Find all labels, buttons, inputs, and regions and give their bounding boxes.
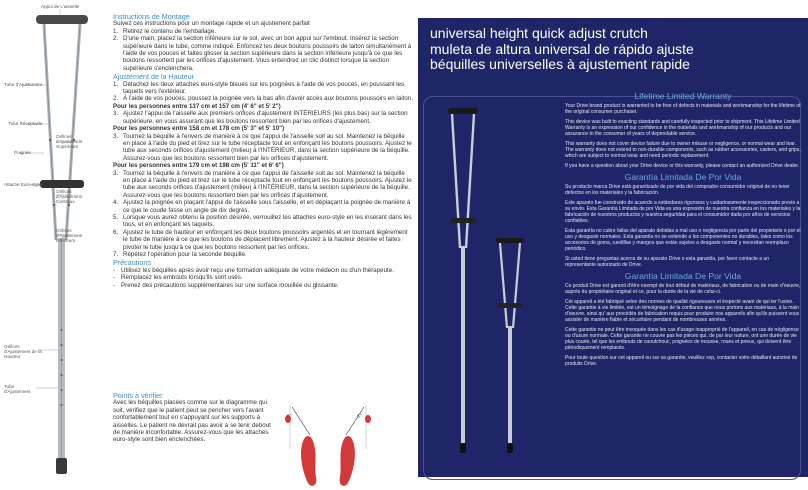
crutch-diagram (0, 0, 112, 490)
callout-armpit-pad: Appui de L'aisselle (41, 4, 80, 9)
warranty-fr-heading: Garantia Limitada De Por Vida (624, 270, 742, 281)
callout-lower-holes: Orifices d'Ajustement Inférieurs (56, 228, 83, 243)
title-fr: béquilles universelles à ajustement rapide (430, 56, 690, 72)
check-heading: Points à vérifier (113, 391, 163, 400)
assembly-intro: Suivez ces instructions pour un montage rapide et un ajustement parfait (113, 20, 310, 28)
list-item: 7. Répétez l'opération pour la seconde béquille. (113, 251, 247, 258)
assembly-heading: Instructions de Montage (113, 12, 190, 21)
list-item: - Prenez des précautions supplémentaires sur une surface mouillée ou glissante. (113, 281, 339, 289)
precautions-list (113, 267, 413, 289)
list-item: 2. D'une main, placez la section inférieure sur le sol, avec un bon appui sur l'embout. Insérez la section supérieure dans le tube, comme indiqué. Enfoncez les deux boutons poussoirs de laiton simultanément à l'aide de vos pouces et faites glisser la section supérieure dans la section inférieure jusqu'à ce que les boutons ressortent par les orifices d'ajustement. Vous entendrez un clic distinct lorsque la section supérieure s'enclenchera. (113, 35, 412, 72)
list-item: 2. À l'aide de vos pouces, poussez la poignée vers la bas afin d'avoir accès aux boutons poussoirs en laiton. (113, 95, 413, 103)
list-item: 3. Tournez la béquille à l'envers de manière à ce que l'appui de l'aisselle soit au sol. Maintenez la béquille en place à l'aide du pied et tirez sur le tube réceptacle tout en enfonçant les boutons poussoirs. Ajustez le tube aux seconds orifices d'ajustement (milieu) à l'INTÉRIEUR, dans la section supérieure de la béquille. Assurez-vous que les boutons ressortent bien par les orifices d'ajustement. (113, 132, 412, 162)
check-points (113, 391, 273, 444)
height-steps (113, 81, 413, 103)
product-titles (430, 26, 694, 73)
assembly-steps (113, 28, 413, 72)
callout-upper-holes: Orifices d'Ajustement Supérieurs (56, 134, 83, 149)
group1-title: Pour les personnes entre 137 cm et 157 cm (4' 6" et 5' 2") (113, 102, 281, 110)
callout-receptacle-tube: Tube Réceptacle (8, 121, 43, 126)
title-es: muleta de altura universal de rápido ajuste (430, 40, 694, 57)
list-item: - Utilisez les béquilles après avoir reçu une formation adéquate de votre médecin ou d'un thérapeute. (113, 266, 394, 274)
list-item: 3. Tournez la béquille à l'envers de manière à ce que l'appui de l'aisselle soit au sol. Maintenez la béquille en place à l'aide du pied et tirez sur le tube réceptacle tout en enfonçant les boutons poussoirs. Ajustez le tube aux seconds orifices d'ajustement (milieu) à l'INTÉRIEUR, dans la section supérieure de la béquille. Assurez-vous que les boutons ressortent bien par les orifices d'ajustement. (113, 169, 412, 199)
callout-height-tube: Tube d'Ajustement (4, 384, 31, 394)
list-item: 5. Lorsque vous aurez obtenu la position désirée, verrouillez les attaches euro-style en les insérant dans les tous, et en enfonçant les taquets. (113, 213, 412, 229)
warranty-en-heading: Lifetime Limited Warranty (634, 91, 732, 101)
height-heading: Ajustement de la Hauteur (113, 72, 195, 82)
left-foot-icon (301, 436, 316, 486)
list-item: 1. Détachez les deux attaches euro-style bleues sur les poignées à l'aide de vos pouces, en poussant les taquets vers l'extérieur. (113, 80, 405, 96)
list-item: 6. Ajustez le tube de hauteur en enfonçant les deux boutons poussoirs argentés et en tournant légèrement le tube de manière à ce que les boutons de déplacent librement. Ajustez à la hauteur désirée et faites pivoter le tube jusqu'à ce que les boutons ressortent par les orifices. (113, 228, 408, 251)
warranty-text: Lifetime Limited Warranty Your Drive brand product is warranted to be free of defects in materials and workmanship for the lifetime of the original consumer purchaser. This device was built to exacting standards and carefully inspected prior to shipment. This Lifetime Limited Warranty is an expression of our confidence in the materials and workmanship of our products and our assurance to the consumer of years of dependable service. This warranty does not cover device failure due to owner misuse or negligence, or normal wear and tear. The warranty does not extend to non-durable components, such as rubber accessories, casters, and grips, which are subject to normal wear and need periodic replacement. If you have a question about your Drive device or this warranty, please contact an authorized Drive dealer. Garantía Limitada De Por Vida Su producto marca Drive está garantizado de por vida del comprador-consumidor original de no tener defectos en los materiales y la fabricación. Este aparato fue construido de acuerdo a estándares rigurosos y cuidadosamente inspeccionado previo a su envío. Esta Garantía Limitada de por Vida es una expresión de nuestra confianza en los materiales y la fabricación de nuestros productos y nuestra seguridad para el consumidor dada por años de servicios confiables. Esta garantía no cubre fallas del aparato debidas a mal uso o negligencia por parte del propietario o por el uso y desgaste normales. Esta garantía no se extiende a los componentes no durables, tales como los accesorios de goma, ruedillas y mangos que están sujetos a desgaste normal y necesitan reemplazo periódico. Si usted tiene preguntas acerca de su aparato Drive o esta garantía, por favor contacte a un representante autorizado de Drive. Garantia Limitada De Por Vida Ce produit Drive est garanti d'être exempt de tout défaut de matériaux, de fabrication ou de main d'oeuvre, auprès du propriétaire original et ce, pour la durée de la vie de celui-ci. Cet appareil a été fabriqué selon des normes de qualité rigoureuses et inspecté avant de qui ter l'usine. Cette garantie à vie limitée, est un témoignage de la confiance que nous portons aux matériaux, à la main d'oeuvre, ainsi qu' aux procédés de fabrication requis pour produire nos appareils afin qu'ils puissent vous assister de manière fiable et sécuritaire pendant de nombreuses années. Cette garantie ne peut être invoquée dans les cas d'usage inapproprié de l'appareil, en cas de négligence ou d'usure normale. Cette garantie ne couvre pas les pièces qui, de par leur nature, ont une durée de vie plus courte, tel que les embouts de caoutchouc, poignées de mousse, roues et pneus, qui doivent être périodiquement remplacés. Pour toute question sur cet appareil ou sur sa garantie, veuillez svp, contacter votre détaillant autorisé de produits Drive. (565, 91, 801, 367)
precautions-heading: Précautions (113, 258, 151, 268)
list-item: 3. Ajustez l'appui de l'aisselle aux premiers orifices d'ajustement INTÉRIEURS (les plus bas) sur la section supérieure, en vous assurant que les boutons ressortent bien par les orifices d'ajustement. (113, 110, 408, 125)
assembly-instructions (113, 12, 413, 289)
group2-title: Pour les personnes entre 158 cm et 178 cm (5' 3" et 5' 10") (113, 125, 285, 133)
angle-label-left: 6" (287, 414, 292, 420)
group3-title: Pour les personnes entre 179 cm et 198 cm (5' 11" et 6' 6") (113, 162, 284, 170)
list-item: 4. Ajustez la poignée en plaçant l'appui de l'aisselle sous l'aisselle, et en déplaçant la poignée de manière à ce que le coude fasse un angle de dix degrés. (113, 199, 411, 214)
warranty-panel (418, 18, 808, 477)
warranty-es-heading: Garantía Limitada De Por Vida (624, 171, 742, 182)
right-foot-icon (340, 436, 355, 486)
title-en: universal height quick adjust crutch (430, 25, 648, 41)
list-item: - Remplacez les embouts lorsqu'ils sont usés. (113, 274, 243, 282)
angle-label-right: 6" (357, 414, 362, 420)
callout-euro-clip: Attache Euro-style (4, 182, 42, 187)
callout-height-holes: Orifices d'Ajustement de la Hauteur (4, 344, 42, 359)
callout-grip: Poignée (14, 150, 31, 155)
list-item: 1. Retirez le contenu de l'emballage. (113, 27, 217, 35)
callout-adjust-tube: Tube d'Ajustement (4, 82, 42, 87)
callout-middle-holes: Orifices d'Ajustement Centraux (56, 189, 83, 204)
check-text: Avec les béquilles placées comme sur le diagramme qui suit, vérifiez que le patient peut se pencher vers l'avant confortablement tout en s'appuyant sur les supports à aisselles. Le patient ne devrait pas avoir à se tenir debout de manière inconfortable. Assurez-vous que les attaches euro-style sont bien enclenchées. (113, 399, 271, 444)
crutch-illustration (438, 98, 553, 478)
